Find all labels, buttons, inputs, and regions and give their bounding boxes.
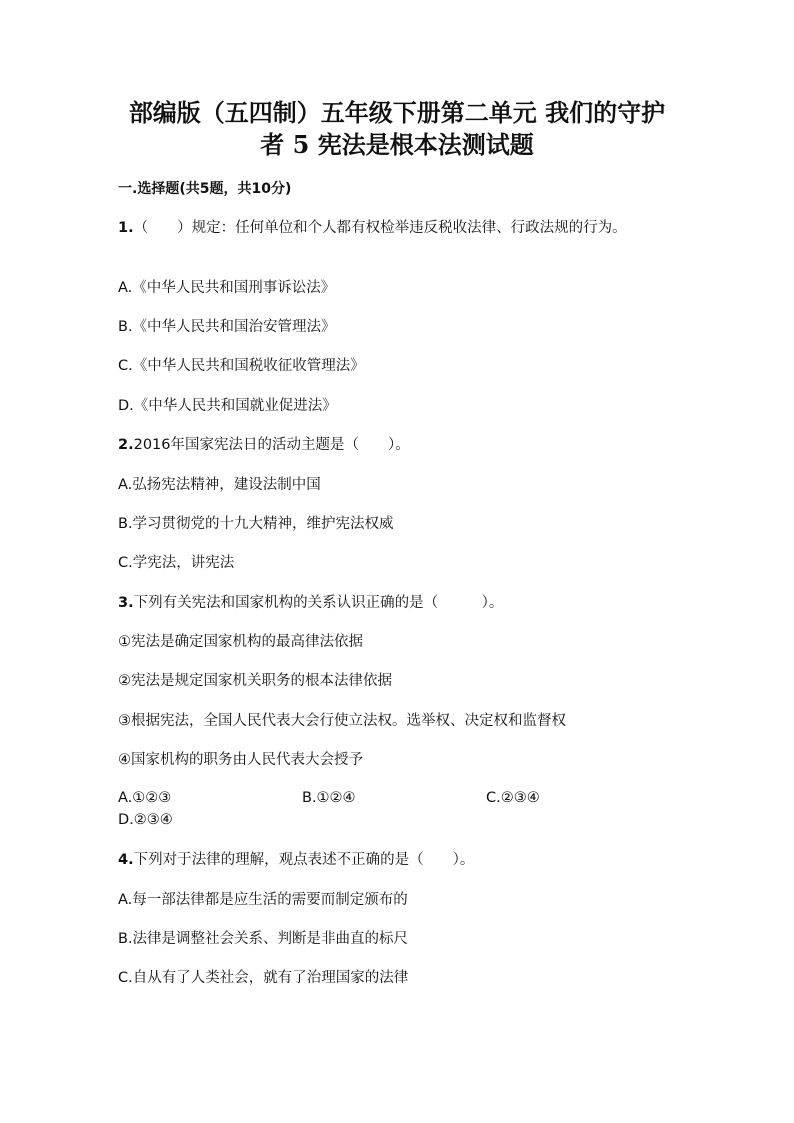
question-number: 4. — [118, 852, 134, 868]
q4-option-c: C.自从有了人类社会，就有了治理国家的法律 — [118, 970, 409, 986]
question-4 — [118, 850, 680, 870]
page-title-line-1: 部编版（五四制）五年级下册第二单元 我们的守护 — [128, 98, 666, 127]
q1-option-b: B.《中华人民共和国治安管理法》 — [118, 319, 336, 335]
q1-option-a: A.《中华人民共和国刑事诉讼法》 — [118, 280, 336, 296]
q2-option-b: B.学习贯彻党的十九大精神，维护宪法权威 — [118, 516, 394, 532]
question-1 — [118, 218, 680, 238]
question-number: 2. — [118, 437, 134, 453]
q3-statement-3: ③根据宪法，全国人民代表大会行使立法权。选举权、决定权和监督权 — [118, 713, 566, 729]
q3-statement-4: ④国家机构的职务由人民代表大会授予 — [118, 752, 363, 768]
q2-option-c: C.学宪法，讲宪法 — [118, 555, 235, 571]
question-number: 3. — [118, 595, 134, 611]
q1-option-c: C.《中华人民共和国税收征收管理法》 — [118, 358, 365, 374]
page-title-line-2: 者 5 宪法是根本法测试题 — [260, 130, 534, 159]
q3-option-b: B.①②④ — [302, 790, 356, 806]
question-text: 下列对于法律的理解，观点表述不正确的是（ ）。 — [133, 852, 475, 868]
question-text: （ ）规定：任何单位和个人都有权检举违反税收法律、行政法规的行为。 — [133, 220, 627, 236]
section-heading: 一.选择题(共5题，共10分) — [118, 181, 292, 197]
question-3 — [118, 593, 680, 613]
q4-option-b: B.法律是调整社会关系、判断是非曲直的标尺 — [118, 931, 409, 947]
q1-option-d: D.《中华人民共和国就业促进法》 — [118, 398, 337, 414]
q3-statement-1: ①宪法是确定国家机构的最高律法依据 — [118, 634, 363, 650]
question-number: 1. — [118, 220, 134, 236]
question-2 — [118, 435, 680, 455]
q3-option-d: D.②③④ — [118, 812, 173, 828]
question-text: 下列有关宪法和国家机构的关系认识正确的是（ ）。 — [133, 595, 504, 611]
q2-option-a: A.弘扬宪法精神，建设法制中国 — [118, 477, 321, 493]
q4-option-a: A.每一部法律都是应生活的需要而制定颁布的 — [118, 892, 408, 908]
q3-option-c: C.②③④ — [486, 790, 540, 806]
question-text: 2016年国家宪法日的活动主题是（ ）。 — [133, 437, 410, 453]
q3-statement-2: ②宪法是规定国家机关职务的根本法律依据 — [118, 673, 392, 689]
q3-option-a: A.①②③ — [118, 790, 172, 806]
